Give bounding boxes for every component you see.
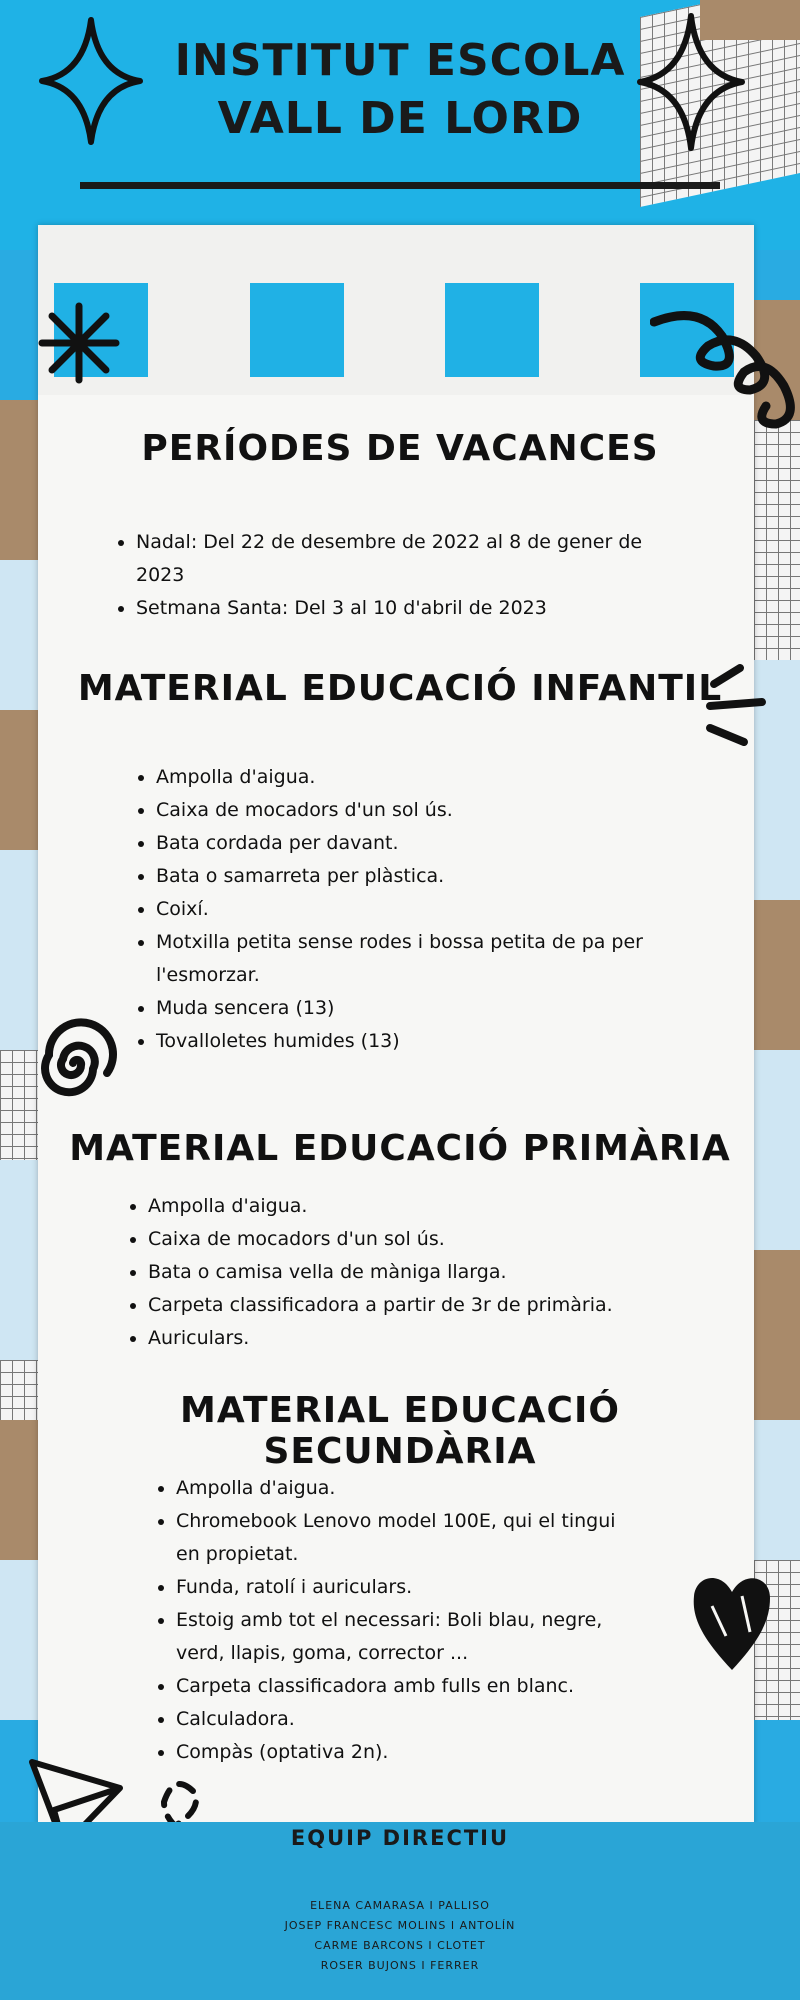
kraft-paper-right-3 bbox=[754, 1250, 800, 1420]
list-item: • Chromebook Lenovo model 100E, qui el tingui en propietat. bbox=[176, 1505, 624, 1571]
grid-paper-right-1 bbox=[754, 420, 800, 660]
title-line-2: VALL DE LORD bbox=[217, 93, 583, 144]
list-item: • Ampolla d'aigua. bbox=[176, 1472, 624, 1505]
vacances-title: PERÍODES DE VACANCES bbox=[141, 428, 659, 469]
vacances-list bbox=[114, 526, 644, 625]
heart-icon bbox=[690, 1566, 774, 1676]
list-item: • Coixí. bbox=[156, 893, 674, 926]
footer-names bbox=[250, 1896, 550, 1976]
secundaria-list bbox=[154, 1472, 624, 1769]
list-item: • Estoig amb tot el necessari: Boli blau, negre, verd, llapis, goma, corrector ... bbox=[176, 1604, 624, 1670]
infantil-title: MATERIAL EDUCACIÓ INFANTIL bbox=[77, 668, 723, 709]
pale-paper-right-3 bbox=[754, 1420, 800, 1560]
list-item: • Muda sencera (13) bbox=[156, 992, 674, 1025]
squiggle-loop-icon bbox=[650, 306, 800, 446]
secundaria-title: MATERIAL EDUCACIÓ SECUNDÀRIA bbox=[180, 1390, 620, 1472]
list-item: • Setmana Santa: Del 3 al 10 d'abril de 2023 bbox=[136, 592, 644, 625]
list-item: • Bata o camisa vella de màniga llarga. bbox=[148, 1256, 686, 1289]
list-item: • Ampolla d'aigua. bbox=[156, 761, 674, 794]
list-item: • Motxilla petita sense rodes i bossa petita de pa per l'esmorzar. bbox=[156, 926, 674, 992]
pale-paper-left-4 bbox=[0, 1560, 40, 1720]
pale-paper-right-2 bbox=[754, 1050, 800, 1250]
list-item: • Auriculars. bbox=[148, 1322, 686, 1355]
title-underline bbox=[80, 182, 720, 189]
spiral-icon bbox=[32, 1018, 122, 1108]
list-item: • Bata o samarreta per plàstica. bbox=[156, 860, 674, 893]
footer-name: ELENA CAMARASA I PALLISO bbox=[310, 1899, 490, 1912]
list-item: • Funda, ratolí i auriculars. bbox=[176, 1571, 624, 1604]
list-item: • Ampolla d'aigua. bbox=[148, 1190, 686, 1223]
primaria-title: MATERIAL EDUCACIÓ PRIMÀRIA bbox=[69, 1128, 731, 1169]
footer-title: EQUIP DIRECTIU bbox=[290, 1826, 510, 1850]
list-item: • Carpeta classificadora a partir de 3r de primària. bbox=[148, 1289, 686, 1322]
list-item: • Caixa de mocadors d'un sol ús. bbox=[156, 794, 674, 827]
list-item: • Nadal: Del 22 de desembre de 2022 al 8 de gener de 2023 bbox=[136, 526, 644, 592]
footer-name: CARME BARCONS I CLOTET bbox=[314, 1939, 486, 1952]
list-item: • Tovalloletes humides (13) bbox=[156, 1025, 674, 1058]
infantil-list bbox=[134, 761, 674, 1058]
footer-name: ROSER BUJONS I FERRER bbox=[320, 1959, 480, 1972]
list-item: • Caixa de mocadors d'un sol ús. bbox=[148, 1223, 686, 1256]
kraft-paper-left-1 bbox=[0, 400, 40, 560]
sparkle-icon-left bbox=[38, 16, 144, 146]
kraft-paper-right-2 bbox=[754, 900, 800, 1050]
pale-paper-left-3 bbox=[0, 1160, 40, 1360]
sparkle-icon-right bbox=[636, 12, 746, 152]
kraft-paper-left-3 bbox=[0, 1420, 40, 1560]
grid-paper-left-2 bbox=[0, 1360, 40, 1420]
footer-name: JOSEP FRANCESC MOLINS I ANTOLÍN bbox=[284, 1919, 516, 1932]
list-item: • Calculadora. bbox=[176, 1703, 624, 1736]
cutout-window-2 bbox=[250, 283, 344, 377]
asterisk-icon bbox=[36, 300, 122, 386]
list-item: • Compàs (optativa 2n). bbox=[176, 1736, 624, 1769]
kraft-paper-left-2 bbox=[0, 710, 40, 850]
list-item: • Carpeta classificadora amb fulls en blanc. bbox=[176, 1670, 624, 1703]
page-title bbox=[150, 32, 650, 148]
list-item: • Bata cordada per davant. bbox=[156, 827, 674, 860]
pale-paper-left-1 bbox=[0, 560, 40, 710]
title-line-1: INSTITUT ESCOLA bbox=[174, 35, 626, 86]
primaria-list bbox=[126, 1190, 686, 1355]
cutout-window-3 bbox=[445, 283, 539, 377]
